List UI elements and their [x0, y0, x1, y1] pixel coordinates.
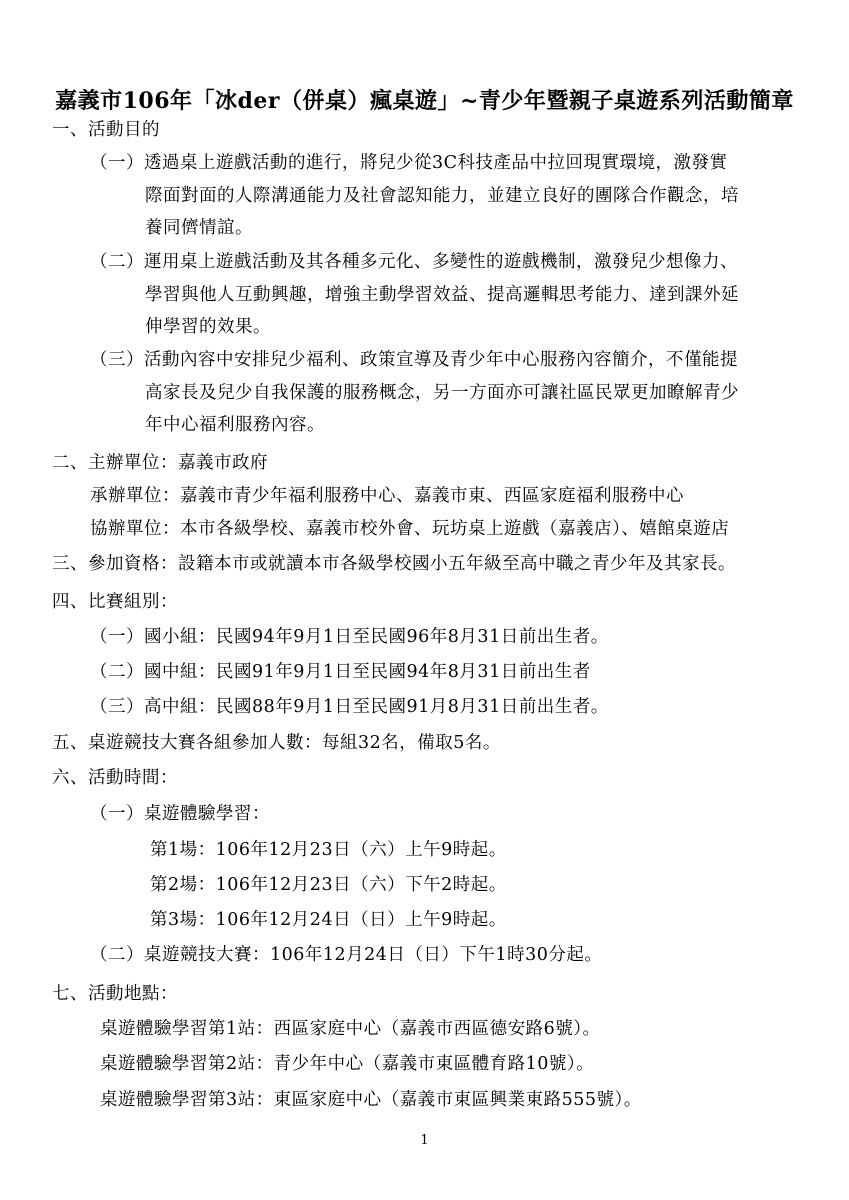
section-1-heading: 一、活動目的: [52, 120, 160, 140]
co-organizer-unit: 協辦單位：本市各級學校、嘉義市校外會、玩坊桌上遊戲（嘉義店）、嬉館桌遊店: [90, 519, 730, 539]
session-3: 第3場：106年12月24日（日）上午9時起。: [150, 910, 507, 930]
section-1-item-2-line-3: 伸學習的效果。: [145, 317, 271, 337]
location-station-3: 桌遊體驗學習第3站：東區家庭中心（嘉義市東區興業東路555號）。: [100, 1090, 642, 1110]
group-senior-high: （三）高中組：民國88年9月1日至民國91月8月31日前出生者。: [90, 697, 609, 717]
section-1-item-3-line-2: 高家長及兒少自我保護的服務概念，另一方面亦可讓社區民眾更加瞭解青少: [145, 383, 739, 403]
location-station-1: 桌遊體驗學習第1站：西區家庭中心（嘉義市西區德安路6號）。: [100, 1019, 601, 1039]
section-5-participants: 五、桌遊競技大賽各組參加人數：每組32名，備取5名。: [52, 733, 501, 753]
section-2-heading: 二、主辦單位：嘉義市政府: [52, 453, 268, 473]
section-1-item-1-line-1: （一）透過桌上遊戲活動的進行，將兒少從3C科技產品中拉回現實環境，激發實: [90, 153, 728, 173]
session-1: 第1場：106年12月23日（六）上午9時起。: [150, 840, 507, 860]
section-1-item-2-line-2: 學習與他人互動興趣，增強主動學習效益、提高邏輯思考能力、達到課外延: [145, 285, 739, 305]
group-elementary: （一）國小組：民國94年9月1日至民國96年8月31日前出生者。: [90, 627, 609, 647]
section-1-item-1-line-3: 養同儕情誼。: [145, 218, 253, 238]
experience-learning-heading: （一）桌遊體驗學習：: [90, 804, 270, 824]
group-junior-high: （二）國中組：民國91年9月1日至民國94年8月31日前出生者: [90, 662, 591, 682]
page-title: 嘉義市106年「冰der（併桌）瘋桌遊」~青少年暨親子桌遊系列活動簡章: [55, 88, 794, 114]
section-1-item-1-line-2: 際面對面的人際溝通能力及社會認知能力，並建立良好的團隊合作觀念，培: [145, 186, 739, 206]
undertaking-unit: 承辦單位：嘉義市青少年福利服務中心、嘉義市東、西區家庭福利服務中心: [90, 486, 684, 506]
section-4-heading: 四、比賽組別：: [52, 592, 178, 612]
section-1-item-3-line-1: （三）活動內容中安排兒少福利、政策宣導及青少年中心服務內容簡介，不僅能提: [90, 350, 738, 370]
section-7-heading: 七、活動地點：: [52, 984, 178, 1004]
section-1-item-2-line-1: （二）運用桌上遊戲活動及其各種多元化、多變性的遊戲機制，激發兒少想像力、: [90, 252, 738, 272]
location-station-2: 桌遊體驗學習第2站：青少年中心（嘉義市東區體育路10號）。: [100, 1054, 595, 1074]
section-1-item-3-line-3: 年中心福利服務內容。: [145, 415, 325, 435]
competition-time: （二）桌遊競技大賽：106年12月24日（日）下午1時30分起。: [90, 945, 603, 965]
session-2: 第2場：106年12月23日（六）下午2時起。: [150, 875, 507, 895]
page-number: 1: [420, 1133, 429, 1148]
section-3-eligibility: 三、參加資格：設籍本市或就讀本市各級學校國小五年級至高中職之青少年及其家長。: [52, 554, 736, 574]
section-6-heading: 六、活動時間：: [52, 768, 178, 788]
